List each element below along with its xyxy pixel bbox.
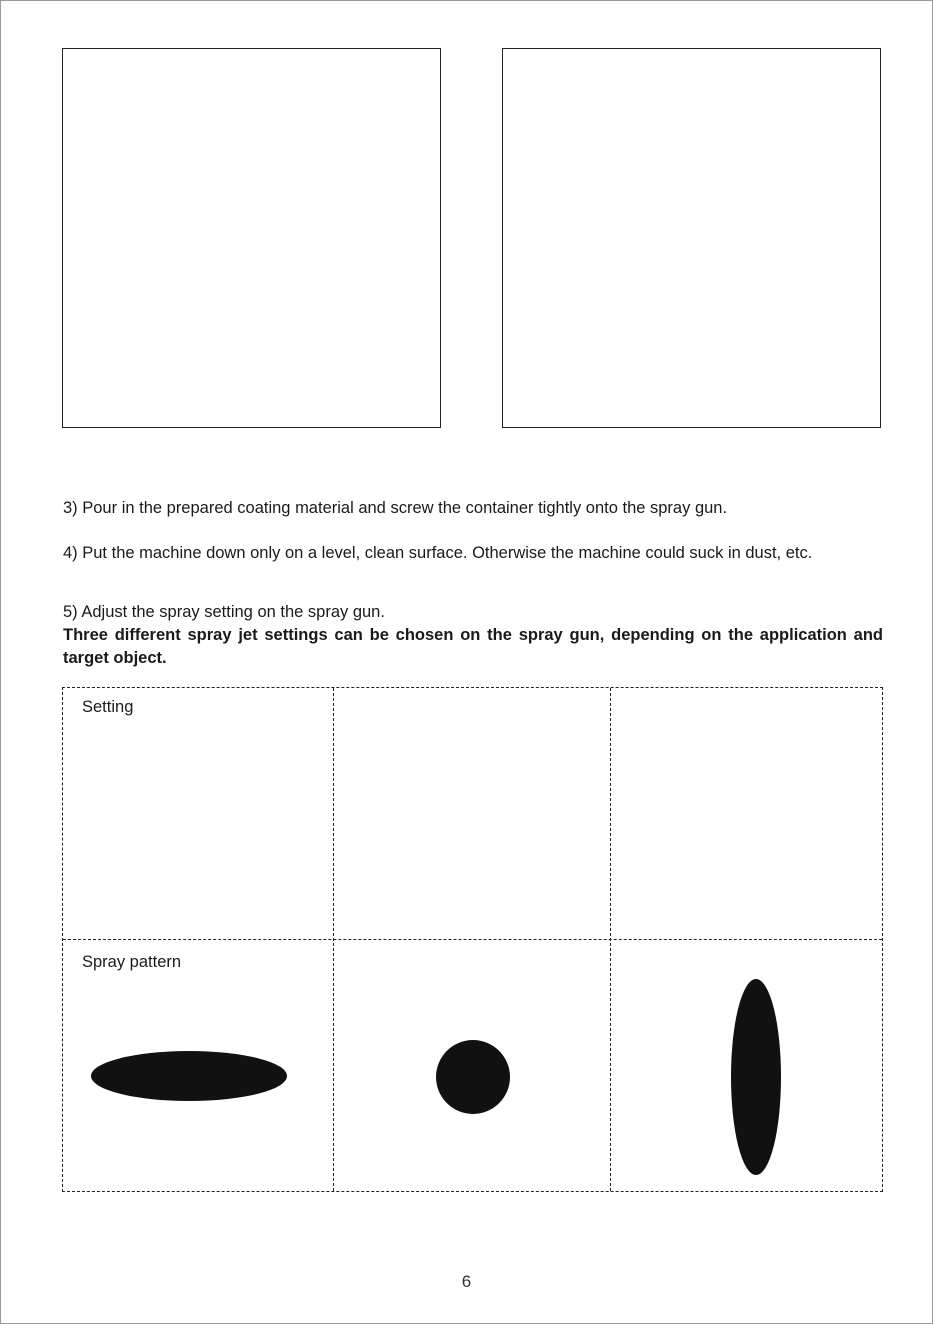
spray-settings-note: Three different spray jet settings can be chosen on the spray gun, depending on the application and target object. (63, 626, 883, 667)
row-label-setting: Setting (82, 698, 134, 716)
page-number: 6 (461, 1272, 472, 1291)
horizontal-ellipse-pattern-icon (91, 1051, 287, 1101)
instruction-step-3: 3) Pour in the prepared coating material and screw the container tightly onto the spray gun. (63, 499, 728, 517)
vertical-ellipse-pattern-icon (731, 979, 781, 1175)
figure-placeholder-left (62, 48, 441, 428)
instruction-step-5: 5) Adjust the spray setting on the spray gun. (63, 603, 385, 621)
table-divider-horizontal (63, 939, 882, 940)
circle-pattern-icon (436, 1040, 510, 1114)
spray-settings-table (62, 687, 883, 1192)
instruction-step-4: 4) Put the machine down only on a level, clean surface. Otherwise the machine could suck in dust, etc. (63, 544, 813, 562)
figure-placeholder-right (502, 48, 881, 428)
row-label-spray-pattern: Spray pattern (82, 953, 182, 971)
